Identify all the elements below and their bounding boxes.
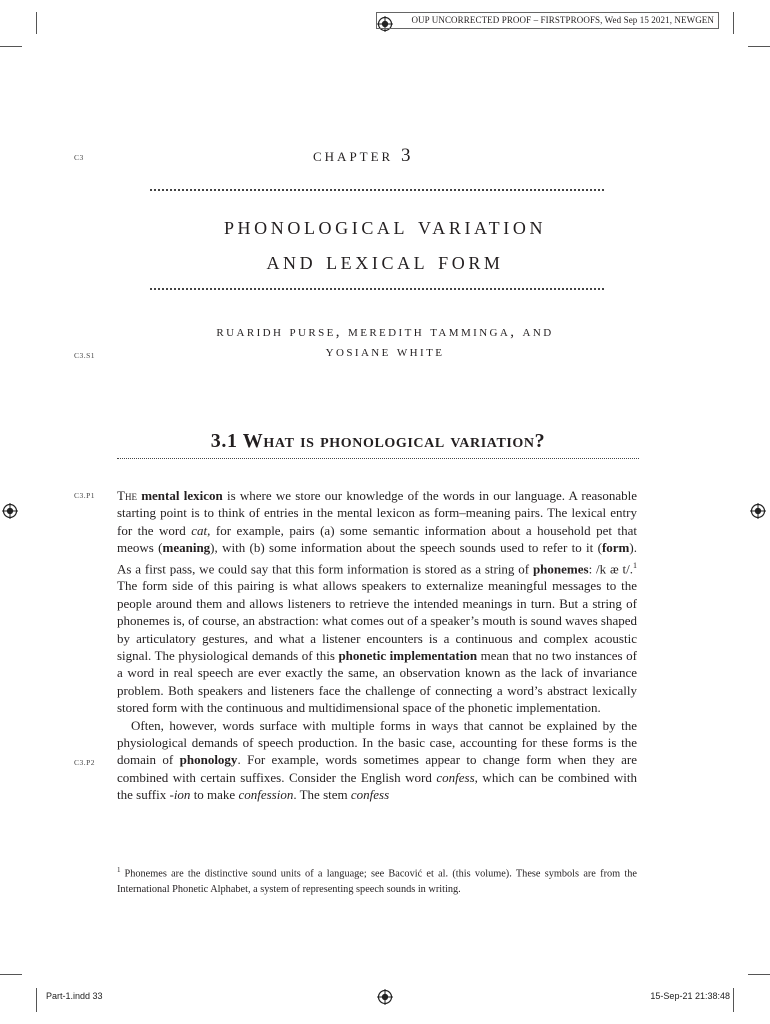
example-word: confess [350,787,390,803]
chapter-title-line: and lexical form [266,248,504,275]
text-run: The form side of this pairing is what allows speakers to externalize meaningful messages to the people around them and allows listeners to retrieve the intended meanings in turn. But a string of phonemes is, of course, an abstraction: what comes out of a speaker’s mouth is sound waves shaped by articulatory gestures, and what a listener encounters is a continuous and complex acoustic signal. The physiological demands of this [117,578,637,663]
crop-mark [748,46,770,47]
divider [150,189,604,191]
example-word: -ion [169,787,191,803]
authors-line: ruaridh purse, meredith tamminga, and [216,324,554,340]
key-term: phonetic implementation [338,647,478,663]
crop-mark [733,12,734,34]
section-heading: 3.1 What is phonological variation? [210,430,546,452]
divider [150,288,604,290]
margin-tag-para2: C3.P2 [74,758,96,767]
text-run: mean that no two instances of a word in real speech are ever exactly the same, an observation known as the lack of invariance problem. Both speakers and listeners face the challenge of connecting a word’s abstract lexically stored form with the continuous and multidimensional space of the phonetic implementation. [117,647,637,716]
example-word: confess [436,769,475,785]
key-term: mental lexicon [141,488,223,503]
chapter-title-line: phonological variation [223,213,547,240]
example-word: confession [238,787,294,803]
text-run: : /k æ t/. [588,560,633,576]
chapter-label: chapter 3 [313,145,414,166]
slug-file: Part-1.indd 33 [46,991,103,1001]
footnote-number: 1 [117,866,121,874]
footnote [117,862,637,898]
text-run: . For example, words sometimes appear to change form when they are combined with certain suffixes. Consider the English word [117,752,638,785]
crop-mark [0,974,22,975]
slug-datetime: 15-Sep-21 21:38:48 [650,991,730,1001]
chapter-authors [130,322,640,362]
section-divider [117,458,639,459]
crop-mark [733,988,734,1012]
paragraph [117,717,637,804]
chapter-title [120,209,650,279]
key-term: phonology [179,752,238,768]
lead-word: The [117,488,137,503]
body-text [117,487,637,804]
margin-tag-chapter: C3 [74,153,84,162]
crop-mark [36,12,37,34]
authors-line: yosiane white [325,344,445,360]
example-word: cat [191,522,208,538]
footnote-text: Phonemes are the distinctive sound units of a language; see Bacović et al. (this volume). These symbols are from the International Phonetic Alphabet, a system of representing speech sounds in writing. [117,868,637,896]
key-term: phonemes [532,560,589,576]
crop-mark [36,988,37,1012]
registration-mark-icon [2,503,18,519]
footnote-ref[interactable]: 1 [633,560,637,570]
registration-mark-icon [377,989,393,1005]
text-run: , which can be combined with the suffix [117,769,637,803]
key-term: meaning [162,540,211,556]
crop-mark [0,46,22,47]
text-run: ), with (b) some information about the speech sounds used to refer to it ( [210,540,602,556]
paragraph [117,487,637,717]
text-run: Often, however, words surface with multiple forms in ways that cannot be explained by the physiological demands of speech production. In the basic case, accounting for these forms is the domain of [117,717,637,768]
crop-mark [748,974,770,975]
registration-mark-icon [750,503,766,519]
text-run: to make [190,787,239,803]
text-run: , for example, pairs (a) some semantic information about a household pet that meows ( [117,522,637,556]
key-term: form [601,540,630,556]
margin-tag-section: C3.S1 [74,351,96,360]
margin-tag-para1: C3.P1 [74,491,96,500]
text-run: is where we store our knowledge of the words in our language. A reasonable starting point is to think of entries in the mental lexicon as form–meaning pairs. The lexical entry for the word [117,488,638,538]
text-run: ). As a first pass, we could say that this form information is stored as a string of [117,540,637,576]
text-run: . The stem [293,787,351,803]
proof-line: OUP UNCORRECTED PROOF – FIRSTPROOFS, Wed Sep 15 2021, NEWGEN [411,15,714,25]
proof-header [376,12,719,29]
